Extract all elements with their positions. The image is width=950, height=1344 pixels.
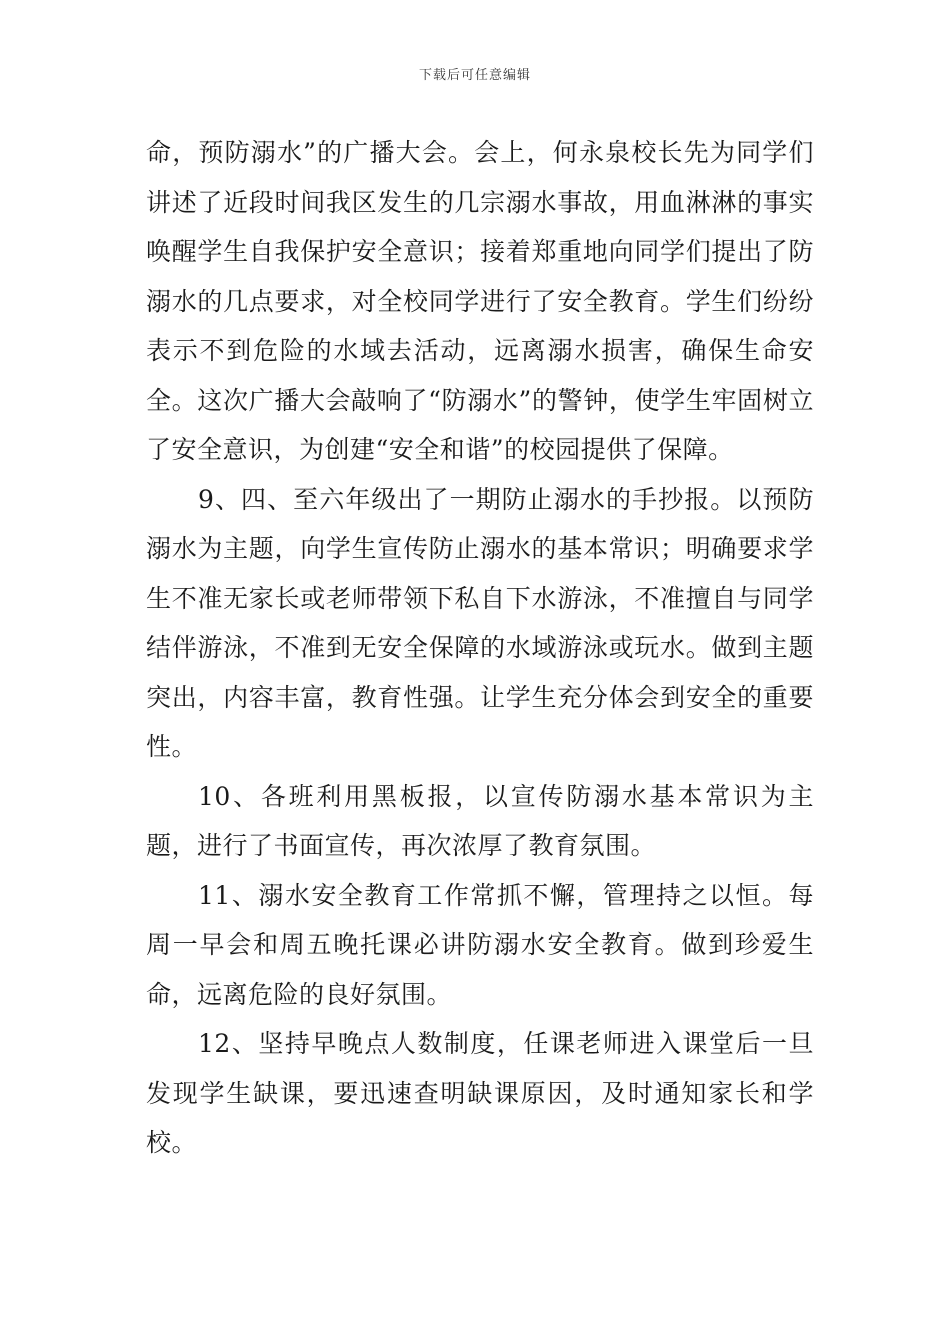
paragraph-continuation: 命，预防溺水”的广播大会。会上，何永泉校长先为同学们讲述了近段时间我区发生的几宗溺水事故，用血淋淋的事实唤醒学生自我保护安全意识；接着郑重地向同学们提出了防溺水的几点要求，对全校同学进行了安全教育。学生们纷纷表示不到危险的水域去活动，远离溺水损害，确保生命安全。这次广播大会敲响了“防溺水”的警钟，使学生牢固树立了安全意识，为创建“安全和谐”的校园提供了保障。 — [146, 138, 814, 464]
paragraph-item-11: 11、溺水安全教育工作常抓不懈，管理持之以恒。每周一早会和周五晚托课必讲防溺水安全教育。做到珍爱生命，远离危险的良好氛围。 — [146, 880, 814, 1009]
paragraph-item-12: 12、坚持早晚点人数制度，任课老师进入课堂后一旦发现学生缺课，要迅速查明缺课原因，及时通知家长和学校。 — [146, 1029, 814, 1157]
page-header: 下载后可任意编辑 — [418, 68, 531, 83]
document-body — [146, 128, 814, 1168]
paragraph-item-9: 9、四、至六年级出了一期防止溺水的手抄报。以预防溺水为主题，向学生宣传防止溺水的基本常识；明确要求学生不准无家长或老师带领下私自下水游泳，不准擅自与同学结伴游泳，不准到无安全保障的水域游泳或玩水。做到主题突出，内容丰富，教育性强。让学生充分体会到安全的重要性。 — [146, 484, 814, 761]
paragraph-item-10: 10、各班利用黑板报，以宣传防溺水基本常识为主题，进行了书面宣传，再次浓厚了教育氛围。 — [146, 781, 814, 860]
